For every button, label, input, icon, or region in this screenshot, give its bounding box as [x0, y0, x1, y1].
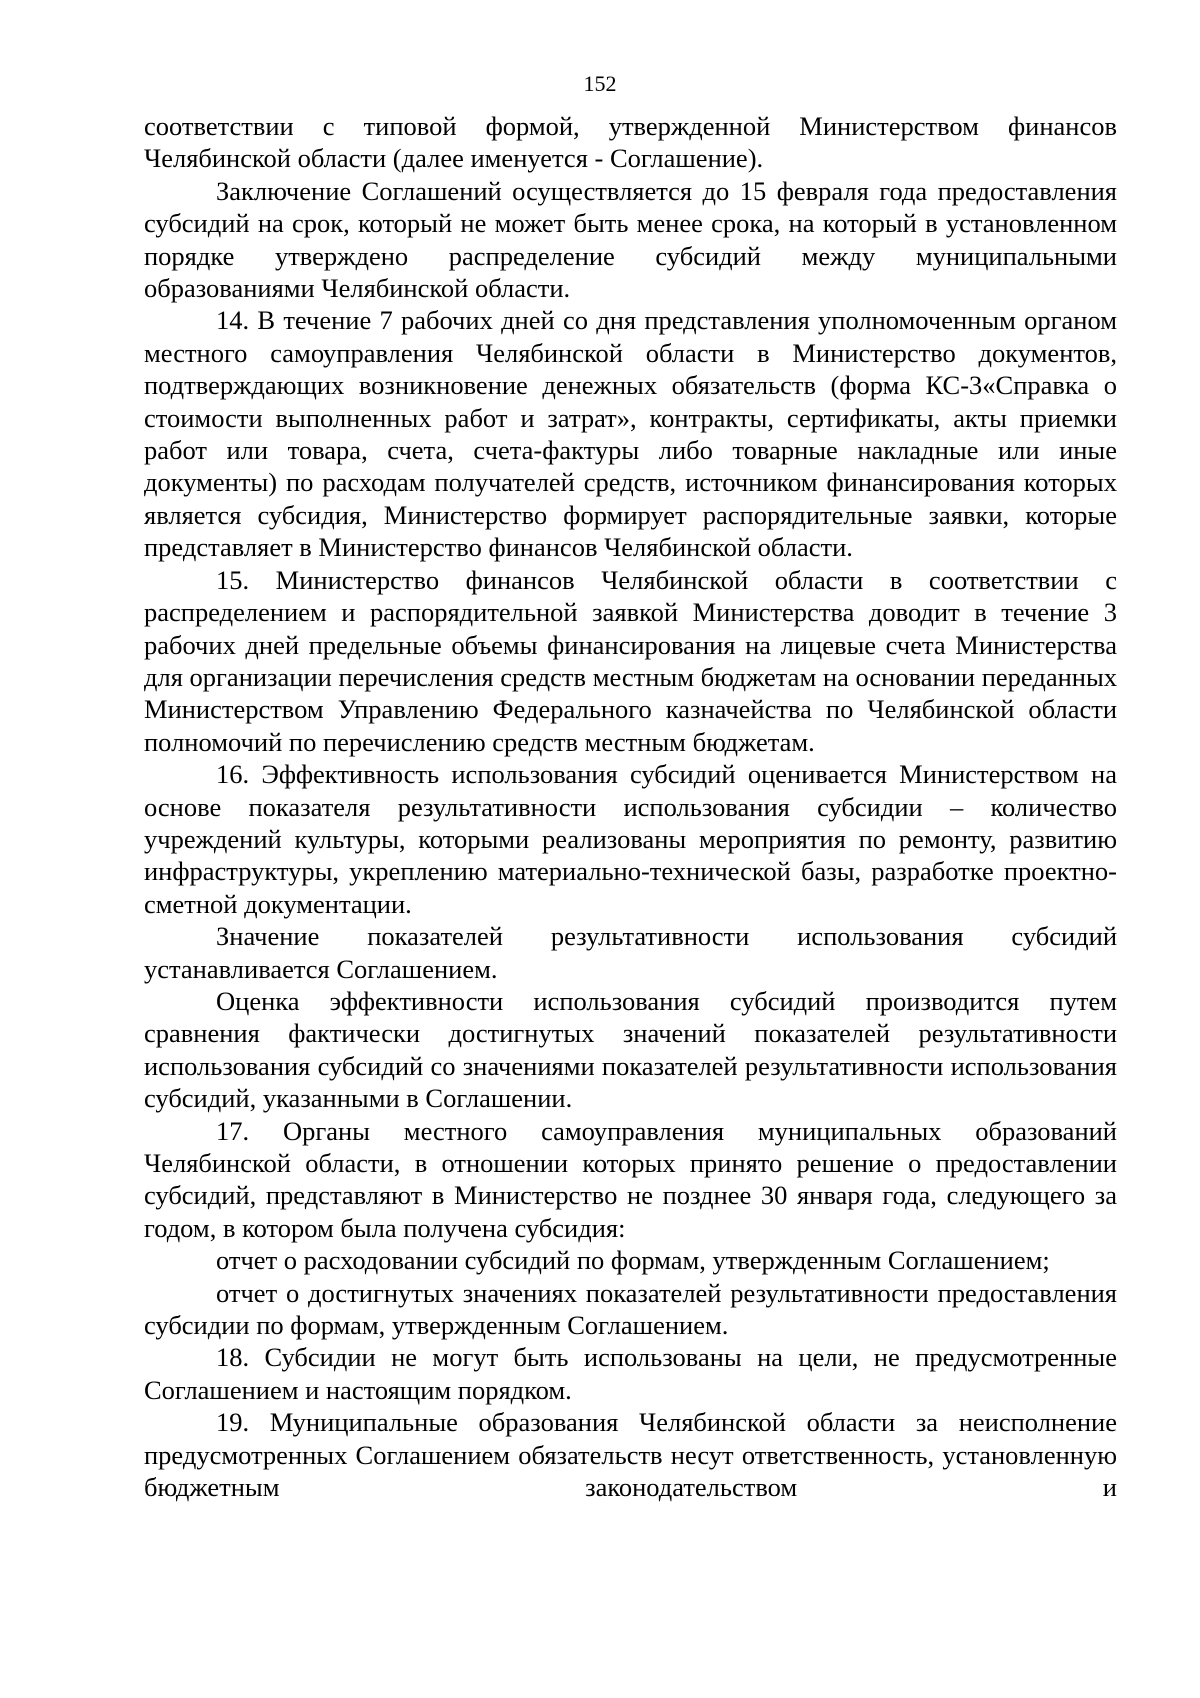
- paragraph-item-15: 15. Министерство финансов Челябинской области в соответствии с распределением и распорядительной заявкой Министерства доводит в течение 3 рабочих дней предельные объемы финансирования на лицевые счета Министерства для организации перечисления средств местным бюджетам на основании переданных Министерством Управлению Федерального казначейства по Челябинской области полномочий по перечислению средств местным бюджетам.: [144, 564, 1117, 757]
- paragraph-efficiency-evaluation: Оценка эффективности использования субсидий производится путем сравнения фактически достигнутых значений показателей результативности использования субсидий со значениями показателей результативности использования субсидий, указанными в Соглашении.: [144, 985, 1117, 1114]
- paragraph-results-report: отчет о достигнутых значениях показателей результативности предоставления субсидии по формам, утвержденным Соглашением.: [144, 1277, 1117, 1341]
- paragraph-item-17: 17. Органы местного самоуправления муниципальных образований Челябинской области, в отношении которых принято решение о предоставлении субсидий, представляют в Министерство не позднее 30 января года, следующего за годом, в котором была получена субсидия:: [144, 1115, 1117, 1243]
- document-body: [144, 110, 1117, 1503]
- paragraph-item-14: 14. В течение 7 рабочих дней со дня представления уполномоченным органом местного самоуправления Челябинской области в Министерство документов, подтверждающих возникновение денежных обязательств (форма КС-3«Справка о стоимости выполненных работ и затрат», контракты, сертификаты, акты приемки работ или товара, счета, счета-фактуры либо товарные накладные или иные документы) по расходам получателей средств, источником финансирования которых является субсидия, Министерство формирует распорядительные заявки, которые представляет в Министерство финансов Челябинской области.: [144, 305, 1117, 563]
- paragraph-item-19: 19. Муниципальные образования Челябинской области за неисполнение предусмотренных Соглашением обязательств несут ответственность, установленную бюджетным законодательством и: [144, 1407, 1117, 1503]
- paragraph-item-16: 16. Эффективность использования субсидий оценивается Министерством на основе показателя результативности использования субсидии – количество учреждений культуры, которыми реализованы мероприятия по ремонту, развитию инфраструктуры, укреплению материально-технической базы, разработке проектно-сметной документации.: [144, 759, 1117, 919]
- page-number: 152: [583, 71, 617, 96]
- paragraph-agreement-conclusion: Заключение Соглашений осуществляется до 15 февраля года предоставления субсидий на срок, который не может быть менее срока, на который в установленном порядке утверждено распределение субсидий между муниципальными образованиями Челябинской области.: [144, 175, 1117, 304]
- paragraph-expense-report: отчет о расходовании субсидий по формам, утвержденным Соглашением;: [216, 1245, 1050, 1276]
- paragraph-indicator-values: Значение показателей результативности использования субсидий устанавливается Соглашением.: [144, 921, 1117, 984]
- paragraph-item-18: 18. Субсидии не могут быть использованы на цели, не предусмотренные Соглашением и настоящим порядком.: [144, 1342, 1117, 1405]
- paragraph-continuation: соответствии с типовой формой, утвержденной Министерством финансов Челябинской области (далее именуется - Соглашение).: [144, 111, 1117, 174]
